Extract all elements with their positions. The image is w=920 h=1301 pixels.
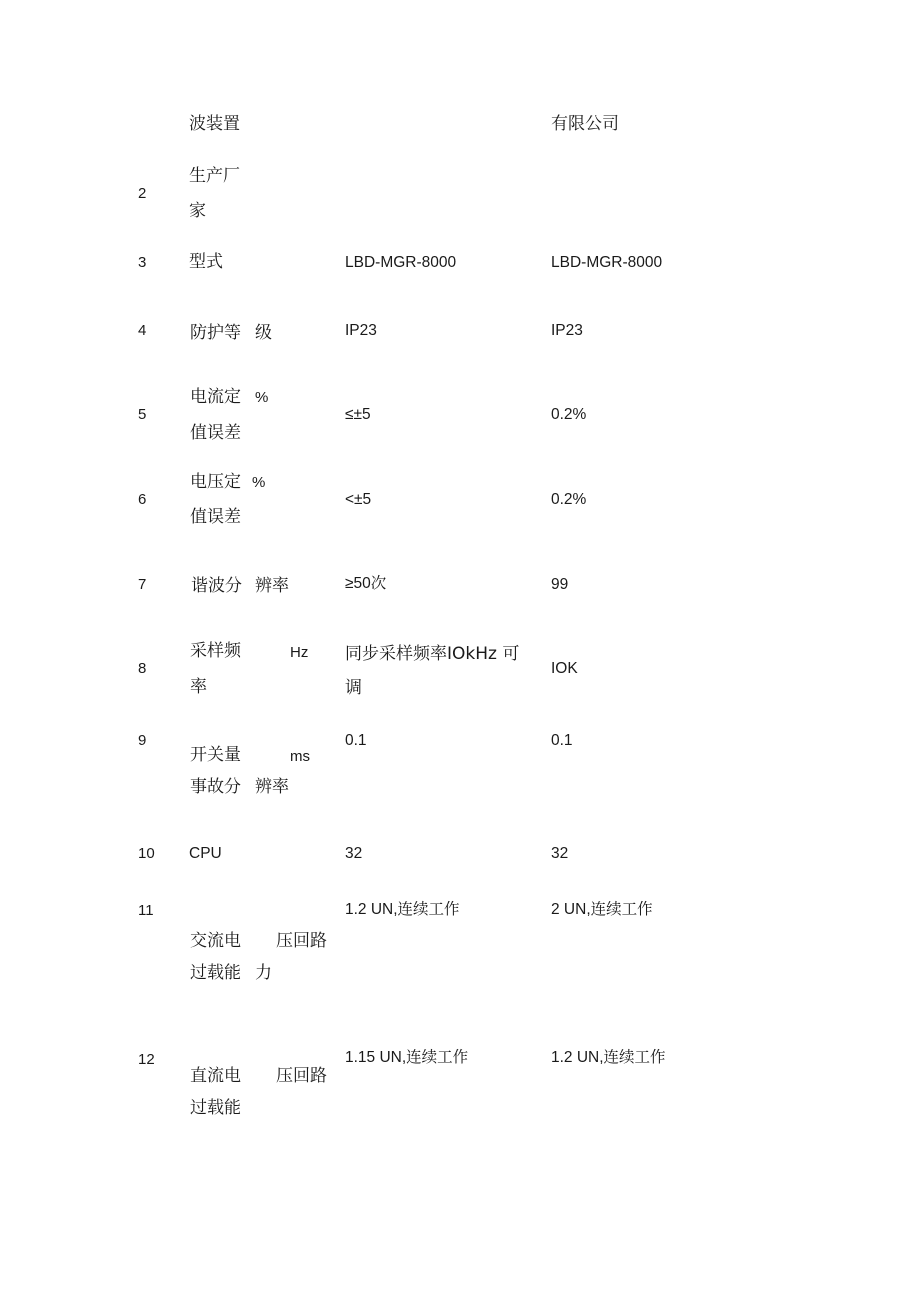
row8-param-line2: 率 bbox=[190, 677, 207, 697]
row11-no: 11 bbox=[138, 902, 154, 919]
row12-offer: 1.2 UN,连续工作 bbox=[551, 1049, 666, 1066]
row1-param-line1: 波装置 bbox=[189, 114, 240, 134]
row3-no: 3 bbox=[138, 254, 147, 271]
row6-offer: 0.2% bbox=[551, 491, 587, 508]
row12-param-line1: 直流电 bbox=[190, 1066, 241, 1086]
row3-param-line1: 型式 bbox=[189, 252, 223, 272]
row10-param-line1: CPU bbox=[189, 845, 222, 862]
row6-no: 6 bbox=[138, 491, 147, 508]
row6-req: <±5 bbox=[345, 491, 372, 508]
row9-param-line3: 辨率 bbox=[255, 777, 289, 797]
row10-no: 10 bbox=[138, 845, 155, 862]
row12-param-line3: 过载能 bbox=[190, 1098, 241, 1118]
row8-offer: IOK bbox=[551, 660, 578, 677]
row5-param-line1: 电流定 bbox=[190, 387, 241, 407]
row2-no: 2 bbox=[138, 185, 147, 202]
row12-param-line2: 压回路 bbox=[276, 1066, 327, 1086]
row9-param-line1: 开关量 bbox=[190, 745, 241, 765]
row3-offer: LBD-MGR-8000 bbox=[551, 254, 663, 271]
row9-param-line2: 事故分 bbox=[190, 777, 241, 797]
row7-offer: 99 bbox=[551, 576, 569, 593]
row10-req: 32 bbox=[345, 845, 363, 862]
row9-unit: ms bbox=[290, 748, 310, 765]
row2-param-line2: 家 bbox=[189, 201, 206, 221]
row11-param-line2: 压回路 bbox=[276, 931, 327, 951]
row5-offer: 0.2% bbox=[551, 406, 587, 423]
row8-param-line1: 采样频 bbox=[190, 641, 241, 661]
row6-unit: % bbox=[252, 474, 266, 491]
row6-param-line1: 电压定 bbox=[190, 472, 241, 492]
row11-offer: 2 UN,连续工作 bbox=[551, 901, 653, 918]
row4-param-line1: 防护等 bbox=[190, 323, 241, 343]
row3-req: LBD-MGR-8000 bbox=[345, 254, 457, 271]
row6-param-line2: 值误差 bbox=[190, 507, 241, 527]
row7-param-line2: 辨率 bbox=[255, 576, 289, 596]
row11-param-line1: 交流电 bbox=[190, 931, 241, 951]
row4-req: IP23 bbox=[345, 322, 377, 339]
row7-no: 7 bbox=[138, 576, 147, 593]
row8-no: 8 bbox=[138, 660, 147, 677]
row11-param-line3: 过载能 bbox=[190, 963, 241, 983]
row12-req: 1.15 UN,连续工作 bbox=[345, 1049, 469, 1066]
row10-offer: 32 bbox=[551, 845, 569, 862]
row2-param-line1: 生产厂 bbox=[189, 166, 240, 186]
row9-req: 0.1 bbox=[345, 732, 367, 749]
row5-param-line2: 值误差 bbox=[190, 423, 241, 443]
row11-param-line4: 力 bbox=[255, 963, 272, 983]
row9-offer: 0.1 bbox=[551, 732, 573, 749]
row11-req: 1.2 UN,连续工作 bbox=[345, 901, 460, 918]
row8-req-line2: 调 bbox=[345, 678, 362, 698]
row12-no: 12 bbox=[138, 1051, 155, 1068]
row1-offer: 有限公司 bbox=[551, 114, 619, 134]
row5-unit: % bbox=[255, 389, 269, 406]
row8-unit: Hz bbox=[290, 644, 309, 661]
row5-req: ≤±5 bbox=[345, 406, 371, 423]
row8-req-line1: 同步采样频率IOkHz 可 bbox=[345, 644, 520, 664]
row7-param-line1: 谐波分 bbox=[191, 576, 242, 596]
row5-no: 5 bbox=[138, 406, 147, 423]
row4-param-line2: 级 bbox=[255, 323, 272, 343]
row4-offer: IP23 bbox=[551, 322, 583, 339]
row4-no: 4 bbox=[138, 322, 147, 339]
row7-req: ≥50次 bbox=[345, 575, 387, 592]
row9-no: 9 bbox=[138, 732, 147, 749]
